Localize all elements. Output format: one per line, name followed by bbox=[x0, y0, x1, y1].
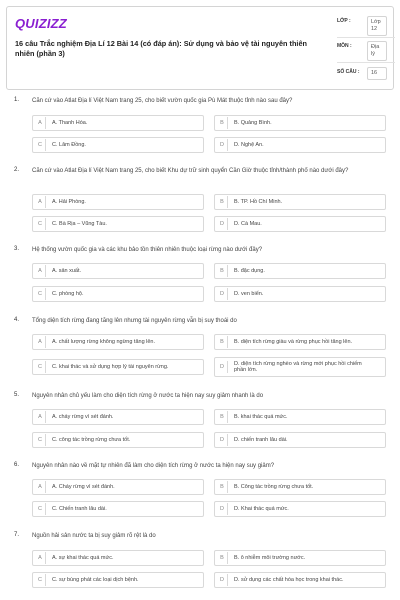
option-d[interactable] bbox=[214, 137, 386, 153]
meta-count-label: SỐ CÂU : bbox=[337, 69, 360, 75]
option-letter: C bbox=[35, 288, 46, 300]
question-number: 7. bbox=[14, 532, 20, 538]
option-c[interactable] bbox=[32, 432, 204, 448]
option-text: C. công tác trồng rừng chưa tốt. bbox=[52, 436, 131, 443]
meta-class-value: Lớp 12 bbox=[367, 16, 387, 36]
option-d[interactable] bbox=[214, 286, 386, 302]
page-title: 16 câu Trắc nghiệm Địa Lí 12 Bài 14 (có đáp án): Sử dụng và bảo vệ tài nguyên thiên nhiên (phần 3) bbox=[15, 39, 307, 58]
option-letter: C bbox=[35, 434, 46, 446]
question-number: 6. bbox=[14, 462, 20, 468]
question-number: 2. bbox=[14, 167, 20, 173]
option-text: A. chất lượng rừng không ngừng tăng lên. bbox=[52, 338, 156, 345]
question-text: Nguyên nhân chủ yếu làm cho diện tích rừng ở nước ta hiện nay suy giảm nhanh là do bbox=[32, 393, 264, 399]
option-letter: D bbox=[217, 434, 228, 446]
option-letter: D bbox=[217, 574, 228, 586]
question-text: Tổng diện tích rừng đang tăng lên nhưng tài nguyên rừng vẫn bị suy thoái do bbox=[32, 318, 237, 324]
option-a[interactable] bbox=[32, 194, 204, 210]
option-text: B. Công tác trồng rừng chưa tốt. bbox=[234, 483, 314, 490]
option-a[interactable] bbox=[32, 115, 204, 131]
option-letter: A bbox=[35, 265, 46, 277]
question-text: Căn cứ vào Atlat Địa lí Việt Nam trang 25, cho biết vườn quốc gia Pù Mát thuộc tỉnh nào sau đây? bbox=[32, 98, 293, 104]
option-text: C. khai thác và sử dụng hợp lý tài nguyên rừng. bbox=[52, 363, 169, 370]
option-text: C. Chiến tranh lâu dài. bbox=[52, 505, 107, 512]
option-c[interactable] bbox=[32, 286, 204, 302]
meta-count bbox=[337, 67, 387, 80]
option-letter: A bbox=[35, 196, 46, 208]
option-a[interactable] bbox=[32, 479, 204, 495]
question-text: Nguyên nhân nào về mặt tự nhiên đã làm cho diện tích rừng ở nước ta hiện nay suy giảm? bbox=[32, 463, 275, 469]
option-c[interactable] bbox=[32, 216, 204, 232]
meta-count-value: 16 bbox=[367, 67, 387, 80]
option-d[interactable] bbox=[214, 501, 386, 517]
option-text: C. Lâm Đồng. bbox=[52, 141, 86, 148]
option-text: A. Hải Phòng. bbox=[52, 198, 86, 205]
option-text: C. Bà Rịa – Vũng Tàu. bbox=[52, 220, 107, 227]
question-text: Hệ thống vườn quốc gia và các khu bảo tồn thiên nhiên thuộc loại rừng nào dưới đây? bbox=[32, 247, 263, 253]
option-letter: B bbox=[217, 411, 228, 423]
option-c[interactable] bbox=[32, 572, 204, 588]
option-text: D. Khai thác quá mức. bbox=[234, 505, 289, 512]
option-letter: C bbox=[35, 574, 46, 586]
option-text: A. sản xuất. bbox=[52, 267, 82, 274]
option-letter: B bbox=[217, 552, 228, 564]
option-c[interactable] bbox=[32, 501, 204, 517]
option-b[interactable] bbox=[214, 409, 386, 425]
question-number: 1. bbox=[14, 97, 20, 103]
option-text: B. đặc dụng. bbox=[234, 267, 265, 274]
option-letter: B bbox=[217, 481, 228, 493]
option-letter: D bbox=[217, 139, 228, 151]
option-letter: D bbox=[217, 218, 228, 230]
option-text: D. Nghệ An. bbox=[234, 141, 264, 148]
option-letter: C bbox=[35, 503, 46, 515]
option-b[interactable] bbox=[214, 263, 386, 279]
option-text: D. sử dụng các chất hóa học trong khai thác. bbox=[234, 576, 344, 583]
option-d[interactable] bbox=[214, 216, 386, 232]
option-text: A. cháy rừng vì sét đánh. bbox=[52, 413, 114, 420]
option-text: B. Quảng Bình. bbox=[234, 119, 272, 126]
meta-subject-label: MÔN : bbox=[337, 43, 352, 49]
meta-class-label: LỚP : bbox=[337, 18, 351, 24]
option-letter: B bbox=[217, 196, 228, 208]
option-text: D. diện tích rừng nghèo và rừng mới phục hồi chiếm phần lớn. bbox=[234, 360, 362, 373]
option-b[interactable] bbox=[214, 334, 386, 350]
option-text: D. chiến tranh lâu dài. bbox=[234, 436, 288, 443]
option-letter: D bbox=[217, 288, 228, 300]
option-text: D. Cà Mau. bbox=[234, 220, 262, 227]
option-text: B. diện tích rừng giàu và rừng phục hồi tăng lên. bbox=[234, 338, 353, 345]
option-letter: B bbox=[217, 117, 228, 129]
option-letter: A bbox=[35, 117, 46, 129]
option-letter: A bbox=[35, 336, 46, 348]
option-letter: A bbox=[35, 411, 46, 423]
option-c[interactable] bbox=[32, 359, 204, 375]
option-a[interactable] bbox=[32, 550, 204, 566]
option-a[interactable] bbox=[32, 263, 204, 279]
option-text: A. sự khai thác quá mức. bbox=[52, 554, 114, 561]
option-text: C. phòng hộ. bbox=[52, 290, 84, 297]
option-text: B. ô nhiễm môi trường nước. bbox=[234, 554, 306, 561]
question-number: 5. bbox=[14, 392, 20, 398]
question-number: 4. bbox=[14, 317, 20, 323]
option-text: C. sự bùng phát các loại dịch bệnh. bbox=[52, 576, 139, 583]
option-letter: B bbox=[217, 265, 228, 277]
option-a[interactable] bbox=[32, 334, 204, 350]
question-text: Căn cứ vào Atlat Địa lí Việt Nam trang 25, cho biết Khu dự trữ sinh quyển Cần Giờ thuộc tỉnh/thành phố nào dưới đây? bbox=[32, 168, 349, 174]
meta-subject bbox=[337, 41, 387, 61]
option-letter: D bbox=[217, 361, 228, 373]
option-d[interactable] bbox=[214, 432, 386, 448]
option-letter: C bbox=[35, 139, 46, 151]
option-letter: C bbox=[35, 361, 46, 373]
worksheet-header bbox=[6, 6, 394, 90]
meta-subject-value: Địa lý bbox=[367, 41, 387, 61]
option-b[interactable] bbox=[214, 479, 386, 495]
option-d[interactable] bbox=[214, 357, 386, 377]
option-text: A. Thanh Hóa. bbox=[52, 119, 88, 126]
option-b[interactable] bbox=[214, 550, 386, 566]
option-text: B. TP. Hồ Chí Minh. bbox=[234, 198, 283, 205]
question-text: Nguồn hải sản nước ta bị suy giảm rõ rệt là do bbox=[32, 533, 156, 539]
option-text: A. Cháy rừng vì sét đánh. bbox=[52, 483, 115, 490]
question-number: 3. bbox=[14, 246, 20, 252]
option-letter: D bbox=[217, 503, 228, 515]
option-letter: B bbox=[217, 336, 228, 348]
option-b[interactable] bbox=[214, 115, 386, 131]
meta-divider bbox=[337, 62, 395, 63]
option-text: B. khai thác quá mức. bbox=[234, 413, 288, 420]
option-text: D. ven biển. bbox=[234, 290, 264, 297]
meta-divider bbox=[337, 37, 395, 38]
option-b[interactable] bbox=[214, 194, 386, 210]
option-c[interactable] bbox=[32, 137, 204, 153]
meta-class bbox=[337, 16, 387, 36]
option-letter: A bbox=[35, 481, 46, 493]
option-d[interactable] bbox=[214, 572, 386, 588]
option-a[interactable] bbox=[32, 409, 204, 425]
option-letter: A bbox=[35, 552, 46, 564]
option-letter: C bbox=[35, 218, 46, 230]
brand-logo: QUIZIZZ bbox=[15, 16, 67, 31]
